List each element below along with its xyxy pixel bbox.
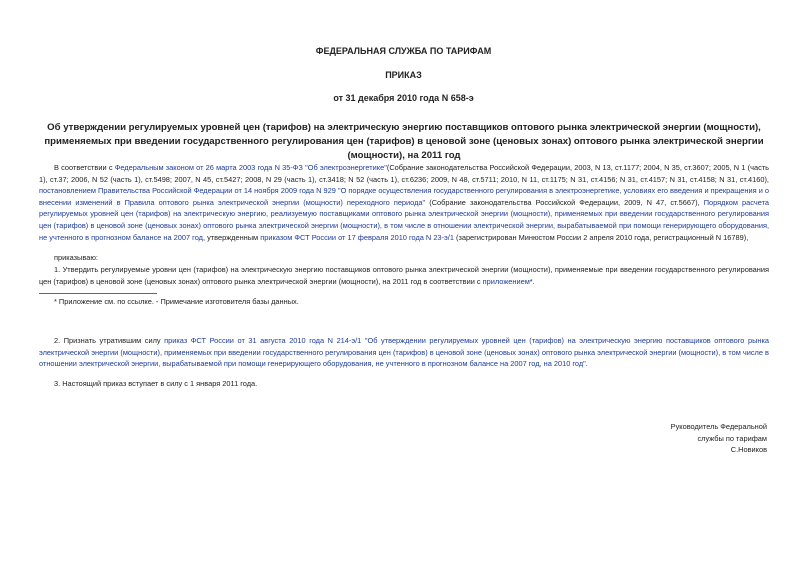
item-3: 3. Настоящий приказ вступает в силу с 1 января 2011 года. xyxy=(54,379,258,388)
preamble-text-5: (зарегистрирован Минюстом России 2 апреля 2010 года, регистрационный N 16789), xyxy=(453,232,749,242)
fst-order-link[interactable]: приказом ФСТ России от 17 февраля 2010 года N 23-э/1 xyxy=(260,232,454,242)
signature-name: С.Новиков xyxy=(730,445,767,455)
document-date-number: от 31 декабря 2010 года N 658-э xyxy=(333,93,474,103)
order-word: приказываю: xyxy=(54,253,98,262)
item-2-text: 2. Признать утратившим силу xyxy=(54,336,165,345)
signature-agency: службы по тарифам xyxy=(697,433,767,443)
calculation-procedure-link[interactable]: Порядком расчета регулируемых уровней цен (тарифов) на электрическую энергию, реализуемую поставщиками оптового рынка электрической энергии (мощности), применяемых при введении государственного регулирования цен (тарифов) в ценовой зоне (ценовых зонах) оптового рынка электрической энергии (мощности), в том числе в отношении электрической энергии, вырабатываемой при помощи генерирующего оборудования, не учтенного в прогнозном балансе на 2007 год xyxy=(39,197,769,242)
agency-name: ФЕДЕРАЛЬНАЯ СЛУЖБА ПО ТАРИФАМ xyxy=(315,46,492,56)
signature-position: Руководитель Федеральной xyxy=(670,422,767,431)
item-2 xyxy=(39,335,769,370)
federal-law-link[interactable]: Федеральным законом от 26 марта 2003 года N 35-ФЗ "Об электроэнергетике" xyxy=(114,163,387,172)
repealed-order-link[interactable]: приказ ФСТ России от 31 августа 2010 года N 214-э/1 "Об утверждении регулируемых уровней цен (тарифов) на электрическую энергию поставщиков оптового рынка электрической энергии (мощности), применяемых при введении государственного регулирования цен (тарифов) в ценовой зоне (ценовых зонах) оптового рынка электрической энергии (мощности), в том числе в отношении электрической энергии, вырабатываемой при помощи генерирующего оборудования, не учтенного в прогнозном балансе на 2007 год, на 2010 год" xyxy=(39,336,769,369)
document-type: ПРИКАЗ xyxy=(385,70,422,80)
signature-block xyxy=(671,421,767,456)
item-2-suffix: . xyxy=(585,359,588,369)
preamble-paragraph xyxy=(39,162,769,243)
item-1 xyxy=(39,264,769,287)
appendix-link[interactable]: приложением xyxy=(482,276,530,286)
preamble-text-1: В соответствии с xyxy=(54,163,115,172)
document-title: Об утверждении регулируемых уровней цен (тарифов) на электрическую энергию поставщиков оптового рынка электрической энергии (мощности), применяемых при введении государственного регулирования цен (тарифов) в ценовой зоне (ценовых зонах) оптового рынка электрической энергии (мощности), на 2011 год xyxy=(44,122,764,161)
item-1-text: 1. Утвердить регулируемые уровни цен (тарифов) на электрическую энергию поставщиков оптового рынка электрической энергии (мощности), применяемые при введении государственного регулирования цен (тарифов) в ценовой зоне (ценовых зонах) оптового рынка электрической энергии (мощности), на 2011 год в соответствии с xyxy=(39,265,769,286)
preamble-text-3: (Собрание законодательства Российской Федерации, 2009, N 47, ст.5667), xyxy=(425,197,704,207)
preamble-text-2: (Собрание законодательства Российской Федерации, 2003, N 13, ст.1177; 2004, N 35, ст.3607; 2005, N 1 (часть 1), ст.37; 2006, N 52 (часть 1), ст.5498; 2007, N 45, ст.5427; 2008, N 29 (часть 1), ст.3418; N 52 (часть 1), ст.6236; 2009, N 48, ст.5711; 2010, N 11, ст.1175; N 31, ст.4156; N 31, ст.4157; N 31, ст.4158; N 31, ст.4160), xyxy=(39,163,770,184)
item-1-suffix: *. xyxy=(529,276,535,286)
footnote-divider xyxy=(39,293,157,294)
preamble-text-4: , утвержденным xyxy=(202,232,261,242)
government-decree-link[interactable]: постановлением Правительства Российской Федерации от 14 ноября 2009 года N 929 "О порядке осуществления государственного регулирования в электроэнергетике, условиях его введения и прекращения и о внесении изменений в Правила оптового рынка электрической энергии (мощности) переходного периода" xyxy=(39,186,769,207)
footnote: * Приложение см. по ссылке. - Примечание изготовителя базы данных. xyxy=(54,297,299,306)
